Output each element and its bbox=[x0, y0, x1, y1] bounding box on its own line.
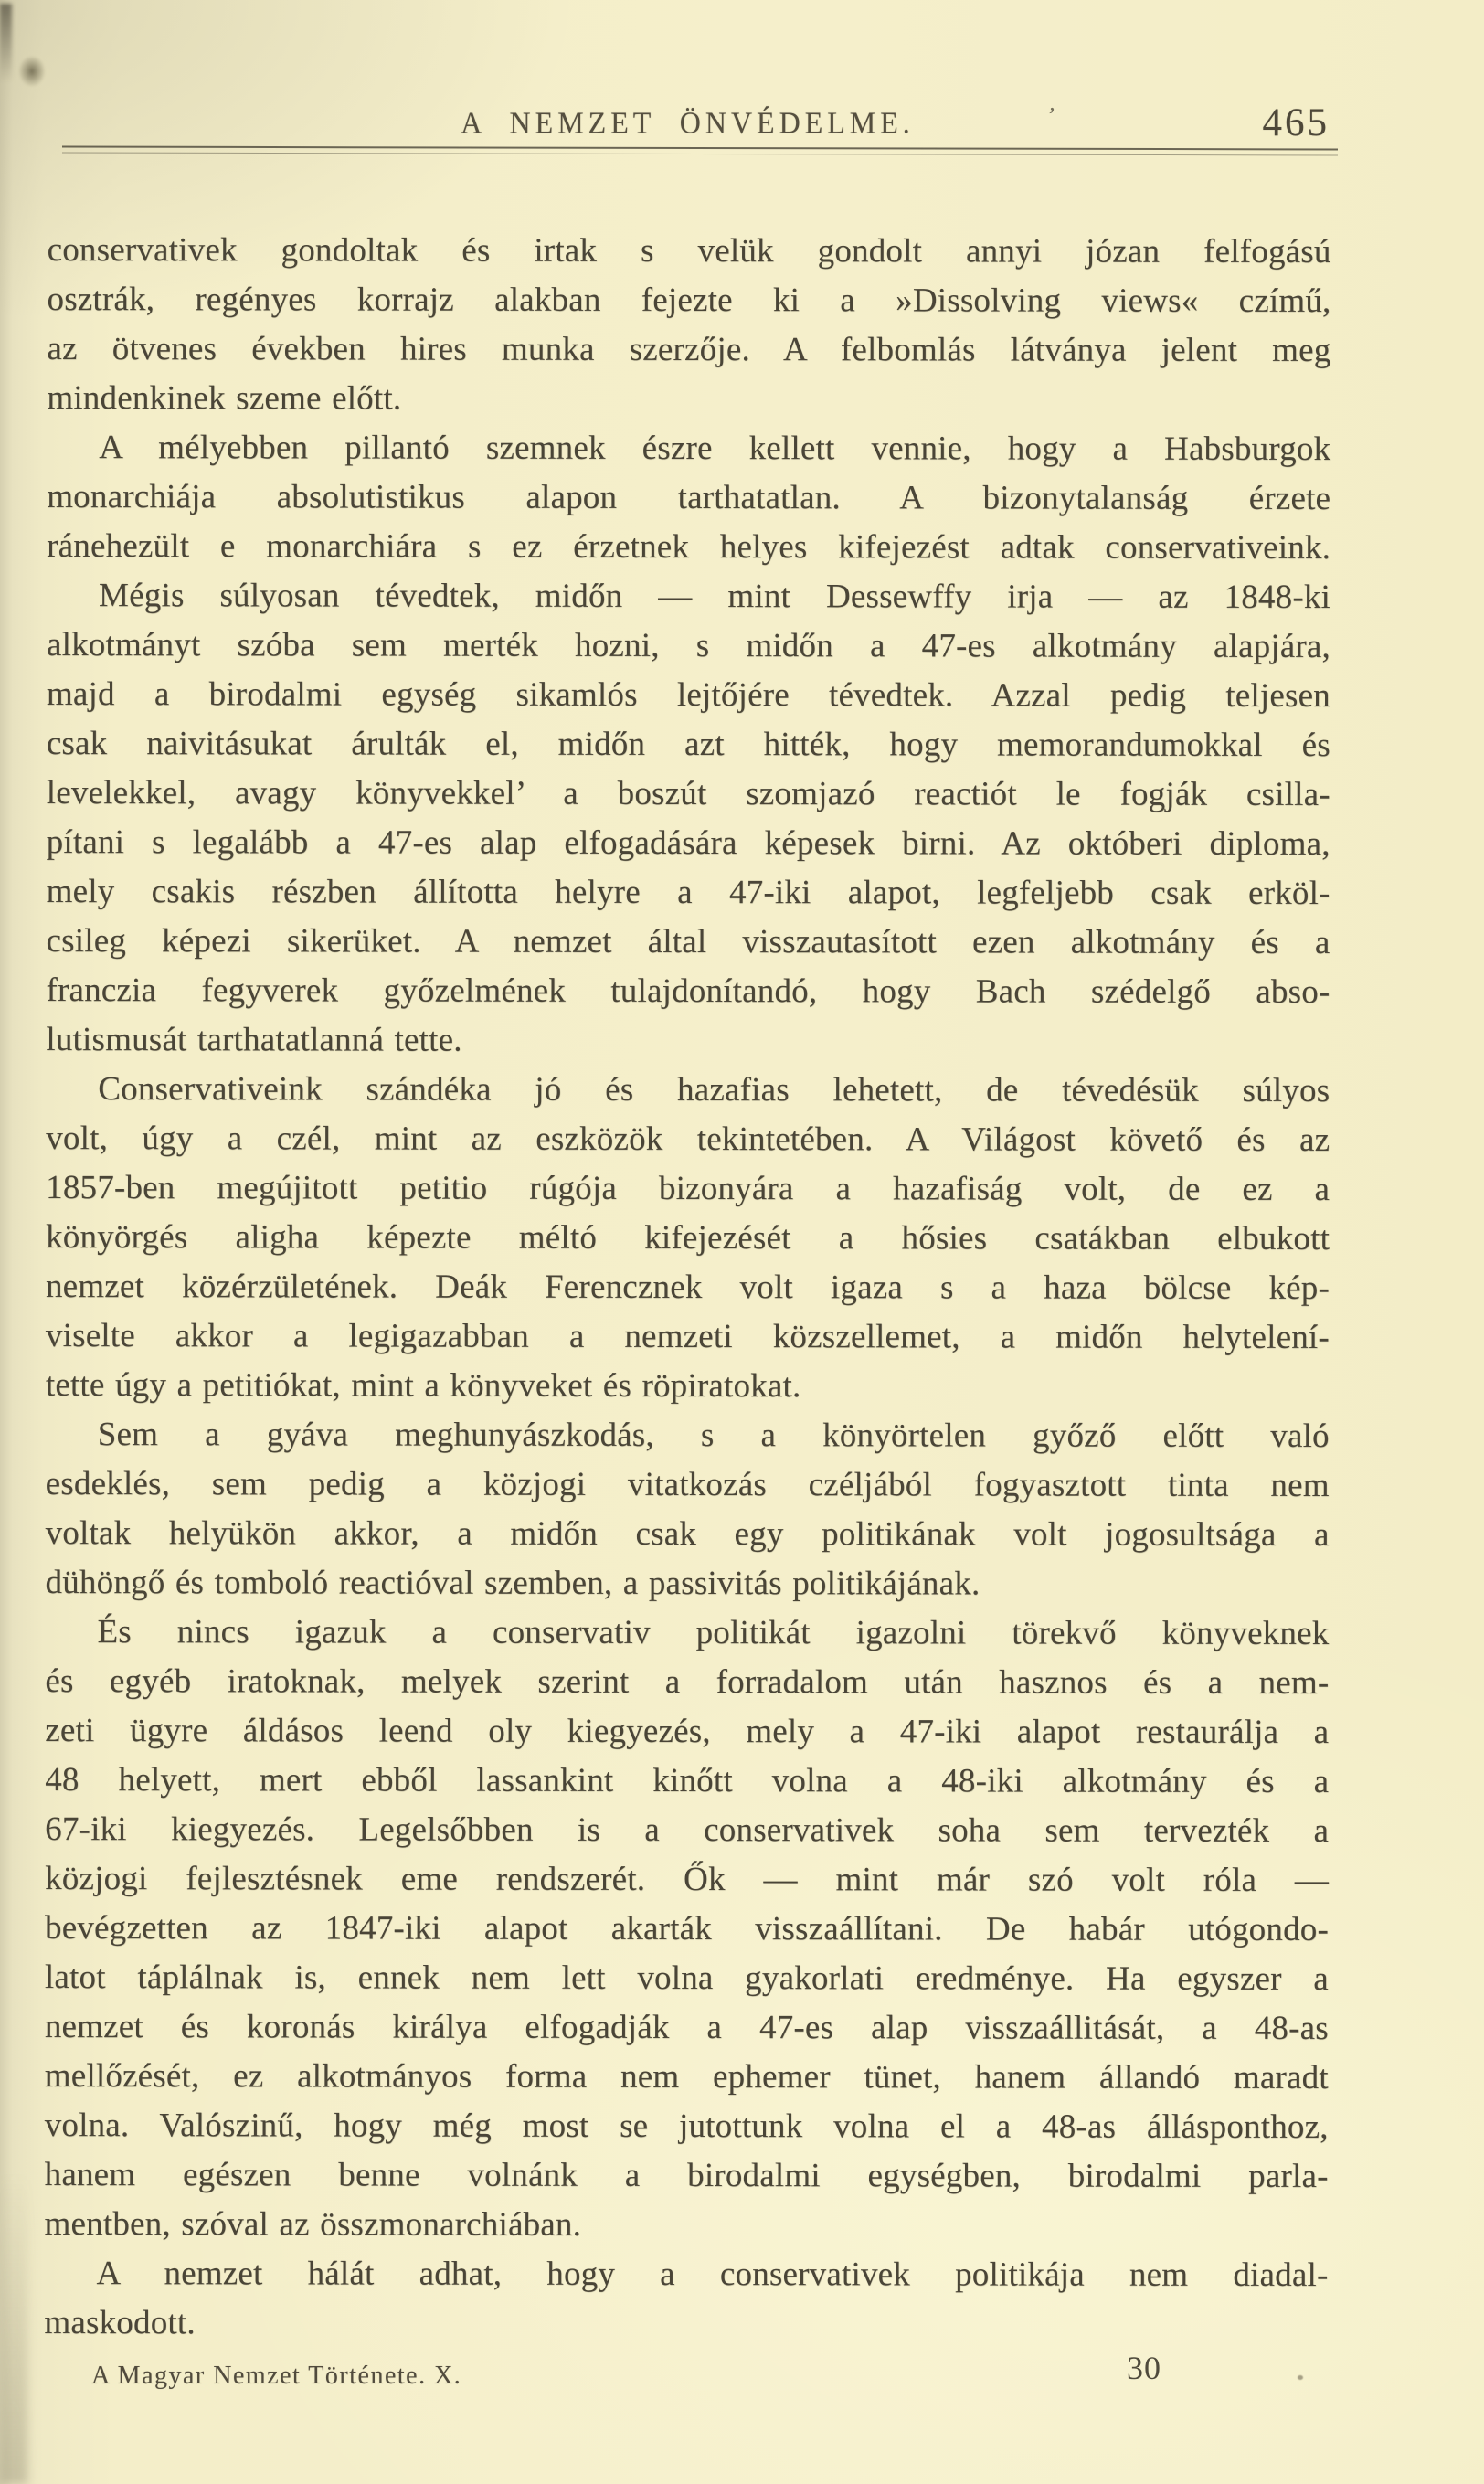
text-line: És nincs igazuk a conservativ politikát igazolni törekvő könyveknek bbox=[97, 1613, 1330, 1652]
text-line: levelekkel, avagy könyvekkel’ a boszút szomjazó reactiót le fogják csilla- bbox=[46, 774, 1330, 813]
text-line: mindenkinek szeme előtt. bbox=[47, 379, 402, 418]
scan-smudge-artifact bbox=[15, 51, 49, 91]
text-line: A nemzet hálát adhat, hogy a conservativek politikája nem diadal- bbox=[96, 2255, 1329, 2294]
text-line: esdeklés, sem pedig a közjogi vitatkozás czéljából fogyasztott tinta nem bbox=[45, 1465, 1330, 1504]
page-number: 465 bbox=[1262, 101, 1330, 144]
text-line: nemzet közérzületének. Deák Ferencznek volt igaza s a haza bölcse kép- bbox=[45, 1268, 1330, 1307]
text-line: voltak helyükön akkor, a midőn csak egy politikának volt jogosultsága a bbox=[45, 1514, 1330, 1554]
text-line: latot táplálnak is, ennek nem lett volna gyakorlati eredménye. Ha egyszer a bbox=[44, 1959, 1329, 1998]
text-line: mellőzését, ez alkotmányos forma nem ephemer tünet, hanem állandó maradt bbox=[44, 2057, 1329, 2097]
text-line: bevégzetten az 1847-iki alapot akarták visszaállítani. De habár utógondo- bbox=[44, 1909, 1330, 1948]
text-line: conservativek gondoltak és irtak s velük gondolt annyi józan felfogású bbox=[47, 231, 1331, 271]
scan-tick-artifact: ’ bbox=[1045, 101, 1057, 130]
text-line: mentben, szóval az összmonarchiában. bbox=[44, 2205, 582, 2244]
text-line: majd a birodalmi egység sikamlós lejtőjére tévedtek. Azzal pedig teljesen bbox=[46, 675, 1330, 715]
footer-signature-number: 30 bbox=[1127, 2350, 1161, 2386]
text-line: nemzet és koronás királya elfogadják a 47-es alap visszaállitását, a 48-as bbox=[44, 2008, 1329, 2047]
text-line: csak naivitásukat árulták el, midőn azt hitték, hogy memorandumokkal és bbox=[46, 725, 1330, 764]
scan-edge-artifact bbox=[0, 4, 12, 82]
text-line: zeti ügyre áldásos leend oly kiegyezés, mely a 47-iki alapot restaurálja a bbox=[45, 1712, 1330, 1751]
text-line: A mélyebben pillantó szemnek észre kellett vennie, hogy a Habsburgok bbox=[99, 429, 1331, 468]
text-line: közjogi fejlesztésnek eme rendszerét. Ők — mint már szó volt róla — bbox=[45, 1860, 1330, 1899]
text-line: és egyéb iratoknak, melyek szerint a forradalom után hasznos és a nem- bbox=[45, 1662, 1330, 1702]
page-body bbox=[44, 226, 1330, 2350]
text-line: lutismusát tarthatatlanná tette. bbox=[46, 1021, 462, 1059]
text-line: viselte akkor a legigazabban a nemzeti közszellemet, a midőn helytelení- bbox=[45, 1317, 1330, 1356]
text-line: pítani s legalább a 47-es alap elfogadására képesek birni. Az októberi diploma, bbox=[46, 823, 1330, 863]
text-line: volna. Valószinű, hogy még most se jutottunk volna el a 48-as állásponthoz, bbox=[44, 2107, 1329, 2146]
scan-bottom-shadow bbox=[0, 2173, 27, 2484]
text-line: könyörgés aligha képezte méltó kifejezését a hősies csatákban elbukott bbox=[46, 1218, 1330, 1258]
text-line: franczia fegyverek győzelmének tulajdonítandó, hogy Bach szédelgő abso- bbox=[46, 971, 1330, 1011]
text-line: mely csakis részben állította helyre a 47-iki alapot, legfeljebb csak erköl- bbox=[46, 873, 1330, 912]
header-rule bbox=[62, 146, 1338, 156]
scan-dot-artifact bbox=[1298, 2375, 1303, 2380]
text-line: csileg képezi sikerüket. A nemzet által visszautasított ezen alkotmány és a bbox=[46, 922, 1330, 961]
text-line: ránehezült e monarchiára s ez érzetnek helyes kifejezést adtak conservativeink. bbox=[47, 527, 1331, 567]
text-line: 48 helyett, mert ebből lassankint kinőtt volna a 48-iki alkotmány és a bbox=[45, 1761, 1330, 1800]
running-title: A NEMZET ÖNVÉDELME. bbox=[461, 104, 915, 141]
text-line: maskodott. bbox=[44, 2304, 196, 2342]
page-header bbox=[46, 102, 1330, 146]
text-line: 1857-ben megújitott petitio rúgója bizonyára a hazafiság volt, de ez a bbox=[46, 1169, 1330, 1208]
text-line: dühöngő és tomboló reactióval szemben, a passivitás politikájának. bbox=[45, 1564, 980, 1603]
text-line: az ötvenes években hires munka szerzője. A felbomlás látványa jelent meg bbox=[47, 330, 1331, 369]
text-line: osztrák, regényes korrajz alakban fejezte ki a »Dissolving views« czímű, bbox=[47, 281, 1331, 320]
footer-series-title: A Magyar Nemzet Története. X. bbox=[91, 2362, 462, 2390]
text-line: Conservativeink szándéka jó és hazafias lehetett, de tévedésük súlyos bbox=[98, 1070, 1330, 1109]
text-line: hanem egészen benne volnánk a birodalmi egységben, birodalmi parla- bbox=[44, 2156, 1329, 2195]
text-line: alkotmányt szóba sem merték hozni, s midőn a 47-es alkotmány alapjára, bbox=[46, 626, 1331, 665]
text-line: 67-iki kiegyezés. Legelsőbben is a conservativek soha sem tervezték a bbox=[45, 1810, 1330, 1850]
text-line: volt, úgy a czél, mint az eszközök tekintetében. A Világost követő és az bbox=[46, 1120, 1330, 1159]
text-line: monarchiája absolutistikus alapon tarthatatlan. A bizonytalanság érzete bbox=[47, 478, 1331, 517]
text-line: Sem a gyáva meghunyászkodás, s a könyörtelen győző előtt való bbox=[97, 1416, 1330, 1455]
text-line: tette úgy a petitiókat, mint a könyveket és röpiratokat. bbox=[45, 1366, 801, 1406]
text-line: Mégis súlyosan tévedtek, midőn — mint Dessewffy irja — az 1848-ki bbox=[99, 577, 1331, 616]
